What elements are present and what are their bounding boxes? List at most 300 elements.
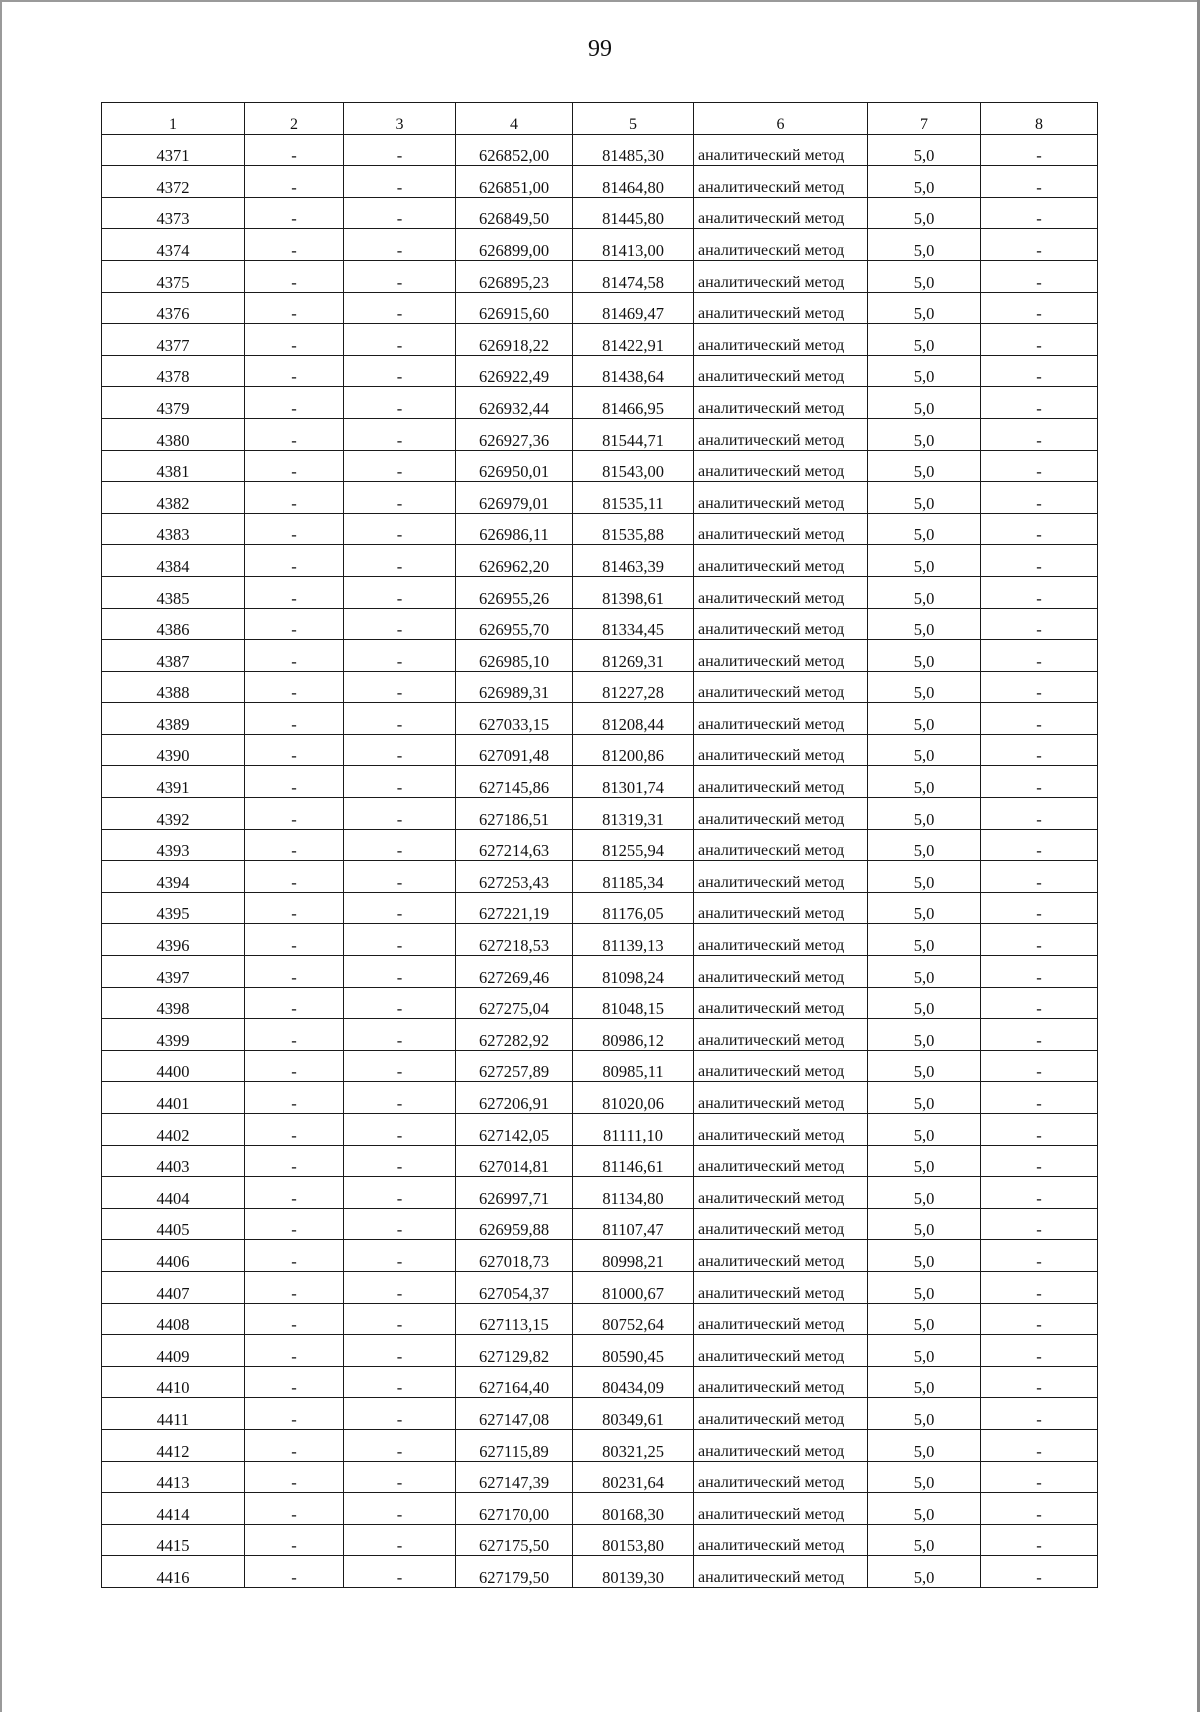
x-coordinate-cell: 627275,04 <box>456 987 573 1019</box>
x-coordinate-cell: 627282,92 <box>456 1019 573 1051</box>
y-coordinate-cell: 81474,58 <box>573 260 694 292</box>
method-cell: аналитический метод <box>694 1366 868 1398</box>
column-8-cell: - <box>981 892 1098 924</box>
point-number-cell: 4374 <box>102 229 245 261</box>
y-coordinate-cell: 81098,24 <box>573 956 694 988</box>
method-cell: аналитический метод <box>694 1429 868 1461</box>
accuracy-cell: 5,0 <box>868 166 981 198</box>
accuracy-cell: 5,0 <box>868 1303 981 1335</box>
table-row <box>102 166 1098 198</box>
accuracy-cell: 5,0 <box>868 1145 981 1177</box>
point-number-cell: 4403 <box>102 1145 245 1177</box>
y-coordinate-cell: 80153,80 <box>573 1524 694 1556</box>
column-3-cell: - <box>344 324 456 356</box>
accuracy-cell: 5,0 <box>868 260 981 292</box>
column-3-cell: - <box>344 292 456 324</box>
method-cell: аналитический метод <box>694 956 868 988</box>
method-cell: аналитический метод <box>694 450 868 482</box>
column-3-cell: - <box>344 703 456 735</box>
column-3-cell: - <box>344 1493 456 1525</box>
accuracy-cell: 5,0 <box>868 1082 981 1114</box>
column-8-cell: - <box>981 1493 1098 1525</box>
column-8-cell: - <box>981 1145 1098 1177</box>
column-2-cell: - <box>245 924 344 956</box>
column-3-cell: - <box>344 924 456 956</box>
scan-edge-left <box>0 0 2 1712</box>
accuracy-cell: 5,0 <box>868 1366 981 1398</box>
point-number-cell: 4411 <box>102 1398 245 1430</box>
column-3-cell: - <box>344 1114 456 1146</box>
point-number-cell: 4402 <box>102 1114 245 1146</box>
column-8-cell: - <box>981 1303 1098 1335</box>
y-coordinate-cell: 80986,12 <box>573 1019 694 1051</box>
method-cell: аналитический метод <box>694 229 868 261</box>
column-3-cell: - <box>344 576 456 608</box>
table-row <box>102 1556 1098 1588</box>
x-coordinate-cell: 627164,40 <box>456 1366 573 1398</box>
accuracy-cell: 5,0 <box>868 1429 981 1461</box>
column-8-cell: - <box>981 545 1098 577</box>
column-3-cell: - <box>344 1050 456 1082</box>
table-row <box>102 1303 1098 1335</box>
accuracy-cell: 5,0 <box>868 924 981 956</box>
table-row <box>102 1271 1098 1303</box>
scan-edge-top <box>0 0 1200 2</box>
y-coordinate-cell: 80168,30 <box>573 1493 694 1525</box>
x-coordinate-cell: 626979,01 <box>456 482 573 514</box>
column-8-cell: - <box>981 798 1098 830</box>
method-cell: аналитический метод <box>694 1082 868 1114</box>
table-body <box>102 103 1098 1588</box>
y-coordinate-cell: 80321,25 <box>573 1429 694 1461</box>
x-coordinate-cell: 627142,05 <box>456 1114 573 1146</box>
table-row <box>102 640 1098 672</box>
point-number-cell: 4385 <box>102 576 245 608</box>
point-number-cell: 4388 <box>102 671 245 703</box>
column-8-cell: - <box>981 956 1098 988</box>
column-header-7: 7 <box>868 103 981 135</box>
accuracy-cell: 5,0 <box>868 482 981 514</box>
column-2-cell: - <box>245 324 344 356</box>
accuracy-cell: 5,0 <box>868 671 981 703</box>
x-coordinate-cell: 626955,26 <box>456 576 573 608</box>
x-coordinate-cell: 626915,60 <box>456 292 573 324</box>
column-8-cell: - <box>981 703 1098 735</box>
column-2-cell: - <box>245 703 344 735</box>
column-3-cell: - <box>344 671 456 703</box>
column-8-cell: - <box>981 766 1098 798</box>
table-row <box>102 1429 1098 1461</box>
column-2-cell: - <box>245 513 344 545</box>
column-3-cell: - <box>344 260 456 292</box>
column-3-cell: - <box>344 134 456 166</box>
table-row <box>102 324 1098 356</box>
column-2-cell: - <box>245 956 344 988</box>
point-number-cell: 4391 <box>102 766 245 798</box>
column-2-cell: - <box>245 134 344 166</box>
y-coordinate-cell: 81107,47 <box>573 1208 694 1240</box>
method-cell: аналитический метод <box>694 1335 868 1367</box>
table-row <box>102 292 1098 324</box>
y-coordinate-cell: 81464,80 <box>573 166 694 198</box>
table-row <box>102 355 1098 387</box>
column-2-cell: - <box>245 1271 344 1303</box>
method-cell: аналитический метод <box>694 1240 868 1272</box>
column-3-cell: - <box>344 1082 456 1114</box>
method-cell: аналитический метод <box>694 418 868 450</box>
y-coordinate-cell: 81227,28 <box>573 671 694 703</box>
method-cell: аналитический метод <box>694 355 868 387</box>
column-2-cell: - <box>245 1145 344 1177</box>
x-coordinate-cell: 626955,70 <box>456 608 573 640</box>
point-number-cell: 4381 <box>102 450 245 482</box>
x-coordinate-cell: 627145,86 <box>456 766 573 798</box>
y-coordinate-cell: 80349,61 <box>573 1398 694 1430</box>
column-2-cell: - <box>245 1177 344 1209</box>
table-row <box>102 1240 1098 1272</box>
accuracy-cell: 5,0 <box>868 513 981 545</box>
column-2-cell: - <box>245 734 344 766</box>
point-number-cell: 4405 <box>102 1208 245 1240</box>
column-8-cell: - <box>981 1461 1098 1493</box>
table-row <box>102 1524 1098 1556</box>
column-3-cell: - <box>344 829 456 861</box>
column-3-cell: - <box>344 1271 456 1303</box>
y-coordinate-cell: 81334,45 <box>573 608 694 640</box>
method-cell: аналитический метод <box>694 1050 868 1082</box>
accuracy-cell: 5,0 <box>868 1050 981 1082</box>
method-cell: аналитический метод <box>694 513 868 545</box>
accuracy-cell: 5,0 <box>868 229 981 261</box>
column-3-cell: - <box>344 166 456 198</box>
column-2-cell: - <box>245 1524 344 1556</box>
point-number-cell: 4415 <box>102 1524 245 1556</box>
y-coordinate-cell: 81543,00 <box>573 450 694 482</box>
accuracy-cell: 5,0 <box>868 134 981 166</box>
table-row <box>102 450 1098 482</box>
column-2-cell: - <box>245 1303 344 1335</box>
point-number-cell: 4404 <box>102 1177 245 1209</box>
column-8-cell: - <box>981 1019 1098 1051</box>
x-coordinate-cell: 627253,43 <box>456 861 573 893</box>
accuracy-cell: 5,0 <box>868 829 981 861</box>
x-coordinate-cell: 627147,39 <box>456 1461 573 1493</box>
column-2-cell: - <box>245 892 344 924</box>
point-number-cell: 4394 <box>102 861 245 893</box>
column-8-cell: - <box>981 197 1098 229</box>
x-coordinate-cell: 626927,36 <box>456 418 573 450</box>
column-3-cell: - <box>344 1335 456 1367</box>
point-number-cell: 4393 <box>102 829 245 861</box>
method-cell: аналитический метод <box>694 924 868 956</box>
column-2-cell: - <box>245 355 344 387</box>
table-row <box>102 766 1098 798</box>
y-coordinate-cell: 80985,11 <box>573 1050 694 1082</box>
accuracy-cell: 5,0 <box>868 197 981 229</box>
accuracy-cell: 5,0 <box>868 1177 981 1209</box>
column-header-5: 5 <box>573 103 694 135</box>
page-number: 99 <box>588 36 612 62</box>
column-8-cell: - <box>981 418 1098 450</box>
column-8-cell: - <box>981 1114 1098 1146</box>
y-coordinate-cell: 81466,95 <box>573 387 694 419</box>
column-3-cell: - <box>344 418 456 450</box>
table-row <box>102 576 1098 608</box>
y-coordinate-cell: 81413,00 <box>573 229 694 261</box>
method-cell: аналитический метод <box>694 1208 868 1240</box>
column-8-cell: - <box>981 1398 1098 1430</box>
table-row <box>102 703 1098 735</box>
y-coordinate-cell: 81485,30 <box>573 134 694 166</box>
column-3-cell: - <box>344 1524 456 1556</box>
accuracy-cell: 5,0 <box>868 734 981 766</box>
accuracy-cell: 5,0 <box>868 387 981 419</box>
column-2-cell: - <box>245 640 344 672</box>
table-row <box>102 892 1098 924</box>
table-row <box>102 861 1098 893</box>
accuracy-cell: 5,0 <box>868 1556 981 1588</box>
y-coordinate-cell: 81438,64 <box>573 355 694 387</box>
method-cell: аналитический метод <box>694 1177 868 1209</box>
x-coordinate-cell: 626918,22 <box>456 324 573 356</box>
x-coordinate-cell: 626986,11 <box>456 513 573 545</box>
column-2-cell: - <box>245 987 344 1019</box>
column-3-cell: - <box>344 545 456 577</box>
method-cell: аналитический метод <box>694 197 868 229</box>
point-number-cell: 4387 <box>102 640 245 672</box>
x-coordinate-cell: 627014,81 <box>456 1145 573 1177</box>
method-cell: аналитический метод <box>694 703 868 735</box>
column-3-cell: - <box>344 1398 456 1430</box>
column-3-cell: - <box>344 1145 456 1177</box>
column-3-cell: - <box>344 956 456 988</box>
point-number-cell: 4395 <box>102 892 245 924</box>
method-cell: аналитический метод <box>694 1398 868 1430</box>
column-2-cell: - <box>245 798 344 830</box>
table-row <box>102 829 1098 861</box>
method-cell: аналитический метод <box>694 892 868 924</box>
column-8-cell: - <box>981 1335 1098 1367</box>
point-number-cell: 4378 <box>102 355 245 387</box>
column-3-cell: - <box>344 1208 456 1240</box>
column-8-cell: - <box>981 861 1098 893</box>
x-coordinate-cell: 627186,51 <box>456 798 573 830</box>
point-number-cell: 4408 <box>102 1303 245 1335</box>
column-2-cell: - <box>245 861 344 893</box>
accuracy-cell: 5,0 <box>868 418 981 450</box>
method-cell: аналитический метод <box>694 1556 868 1588</box>
column-3-cell: - <box>344 1429 456 1461</box>
column-8-cell: - <box>981 671 1098 703</box>
method-cell: аналитический метод <box>694 1019 868 1051</box>
accuracy-cell: 5,0 <box>868 355 981 387</box>
y-coordinate-cell: 81200,86 <box>573 734 694 766</box>
point-number-cell: 4379 <box>102 387 245 419</box>
column-2-cell: - <box>245 1556 344 1588</box>
column-3-cell: - <box>344 1177 456 1209</box>
y-coordinate-cell: 80231,64 <box>573 1461 694 1493</box>
y-coordinate-cell: 81146,61 <box>573 1145 694 1177</box>
table-row <box>102 197 1098 229</box>
point-number-cell: 4375 <box>102 260 245 292</box>
y-coordinate-cell: 80752,64 <box>573 1303 694 1335</box>
x-coordinate-cell: 627091,48 <box>456 734 573 766</box>
table-row <box>102 1208 1098 1240</box>
column-3-cell: - <box>344 892 456 924</box>
accuracy-cell: 5,0 <box>868 703 981 735</box>
column-8-cell: - <box>981 355 1098 387</box>
x-coordinate-cell: 626997,71 <box>456 1177 573 1209</box>
column-8-cell: - <box>981 1271 1098 1303</box>
column-8-cell: - <box>981 1208 1098 1240</box>
point-number-cell: 4401 <box>102 1082 245 1114</box>
column-8-cell: - <box>981 829 1098 861</box>
method-cell: аналитический метод <box>694 1524 868 1556</box>
column-2-cell: - <box>245 1114 344 1146</box>
column-header-6: 6 <box>694 103 868 135</box>
method-cell: аналитический метод <box>694 387 868 419</box>
x-coordinate-cell: 626922,49 <box>456 355 573 387</box>
column-3-cell: - <box>344 197 456 229</box>
column-3-cell: - <box>344 355 456 387</box>
column-2-cell: - <box>245 608 344 640</box>
column-8-cell: - <box>981 1177 1098 1209</box>
x-coordinate-cell: 626989,31 <box>456 671 573 703</box>
x-coordinate-cell: 626962,20 <box>456 545 573 577</box>
column-2-cell: - <box>245 671 344 703</box>
y-coordinate-cell: 81111,10 <box>573 1114 694 1146</box>
accuracy-cell: 5,0 <box>868 1019 981 1051</box>
table-row <box>102 798 1098 830</box>
column-2-cell: - <box>245 576 344 608</box>
column-2-cell: - <box>245 766 344 798</box>
column-3-cell: - <box>344 1461 456 1493</box>
accuracy-cell: 5,0 <box>868 956 981 988</box>
y-coordinate-cell: 80139,30 <box>573 1556 694 1588</box>
point-number-cell: 4414 <box>102 1493 245 1525</box>
column-header-2: 2 <box>245 103 344 135</box>
method-cell: аналитический метод <box>694 798 868 830</box>
point-number-cell: 4397 <box>102 956 245 988</box>
point-number-cell: 4382 <box>102 482 245 514</box>
column-2-cell: - <box>245 1335 344 1367</box>
column-3-cell: - <box>344 482 456 514</box>
table-row <box>102 387 1098 419</box>
column-8-cell: - <box>981 1082 1098 1114</box>
y-coordinate-cell: 81445,80 <box>573 197 694 229</box>
x-coordinate-cell: 626852,00 <box>456 134 573 166</box>
column-2-cell: - <box>245 1240 344 1272</box>
x-coordinate-cell: 626959,88 <box>456 1208 573 1240</box>
method-cell: аналитический метод <box>694 1114 868 1146</box>
column-3-cell: - <box>344 734 456 766</box>
method-cell: аналитический метод <box>694 166 868 198</box>
column-2-cell: - <box>245 1050 344 1082</box>
column-3-cell: - <box>344 608 456 640</box>
accuracy-cell: 5,0 <box>868 1398 981 1430</box>
column-2-cell: - <box>245 387 344 419</box>
y-coordinate-cell: 81422,91 <box>573 324 694 356</box>
y-coordinate-cell: 81469,47 <box>573 292 694 324</box>
table-row <box>102 1177 1098 1209</box>
column-8-cell: - <box>981 1429 1098 1461</box>
method-cell: аналитический метод <box>694 829 868 861</box>
accuracy-cell: 5,0 <box>868 1524 981 1556</box>
point-number-cell: 4416 <box>102 1556 245 1588</box>
table-row <box>102 1366 1098 1398</box>
column-header-1: 1 <box>102 103 245 135</box>
column-3-cell: - <box>344 1019 456 1051</box>
accuracy-cell: 5,0 <box>868 450 981 482</box>
method-cell: аналитический метод <box>694 671 868 703</box>
y-coordinate-cell: 81535,88 <box>573 513 694 545</box>
table-row <box>102 608 1098 640</box>
column-2-cell: - <box>245 450 344 482</box>
x-coordinate-cell: 626932,44 <box>456 387 573 419</box>
y-coordinate-cell: 81000,67 <box>573 1271 694 1303</box>
method-cell: аналитический метод <box>694 260 868 292</box>
y-coordinate-cell: 81535,11 <box>573 482 694 514</box>
accuracy-cell: 5,0 <box>868 1240 981 1272</box>
column-8-cell: - <box>981 734 1098 766</box>
point-number-cell: 4373 <box>102 197 245 229</box>
table-row <box>102 987 1098 1019</box>
accuracy-cell: 5,0 <box>868 766 981 798</box>
column-8-cell: - <box>981 1366 1098 1398</box>
x-coordinate-cell: 627218,53 <box>456 924 573 956</box>
accuracy-cell: 5,0 <box>868 1114 981 1146</box>
point-number-cell: 4376 <box>102 292 245 324</box>
column-2-cell: - <box>245 1429 344 1461</box>
x-coordinate-cell: 626851,00 <box>456 166 573 198</box>
x-coordinate-cell: 627175,50 <box>456 1524 573 1556</box>
y-coordinate-cell: 81134,80 <box>573 1177 694 1209</box>
point-number-cell: 4396 <box>102 924 245 956</box>
y-coordinate-cell: 80998,21 <box>573 1240 694 1272</box>
table-row <box>102 671 1098 703</box>
point-number-cell: 4380 <box>102 418 245 450</box>
accuracy-cell: 5,0 <box>868 892 981 924</box>
accuracy-cell: 5,0 <box>868 1335 981 1367</box>
column-3-cell: - <box>344 229 456 261</box>
point-number-cell: 4398 <box>102 987 245 1019</box>
column-header-8: 8 <box>981 103 1098 135</box>
x-coordinate-cell: 627221,19 <box>456 892 573 924</box>
method-cell: аналитический метод <box>694 861 868 893</box>
column-3-cell: - <box>344 987 456 1019</box>
table-row <box>102 260 1098 292</box>
column-2-cell: - <box>245 1366 344 1398</box>
accuracy-cell: 5,0 <box>868 861 981 893</box>
column-2-cell: - <box>245 260 344 292</box>
x-coordinate-cell: 627179,50 <box>456 1556 573 1588</box>
y-coordinate-cell: 81048,15 <box>573 987 694 1019</box>
point-number-cell: 4409 <box>102 1335 245 1367</box>
table-row <box>102 1493 1098 1525</box>
accuracy-cell: 5,0 <box>868 1461 981 1493</box>
column-3-cell: - <box>344 450 456 482</box>
column-2-cell: - <box>245 545 344 577</box>
column-header-4: 4 <box>456 103 573 135</box>
column-2-cell: - <box>245 1082 344 1114</box>
method-cell: аналитический метод <box>694 545 868 577</box>
column-8-cell: - <box>981 1050 1098 1082</box>
accuracy-cell: 5,0 <box>868 1271 981 1303</box>
column-3-cell: - <box>344 640 456 672</box>
accuracy-cell: 5,0 <box>868 640 981 672</box>
x-coordinate-cell: 626985,10 <box>456 640 573 672</box>
column-2-cell: - <box>245 829 344 861</box>
